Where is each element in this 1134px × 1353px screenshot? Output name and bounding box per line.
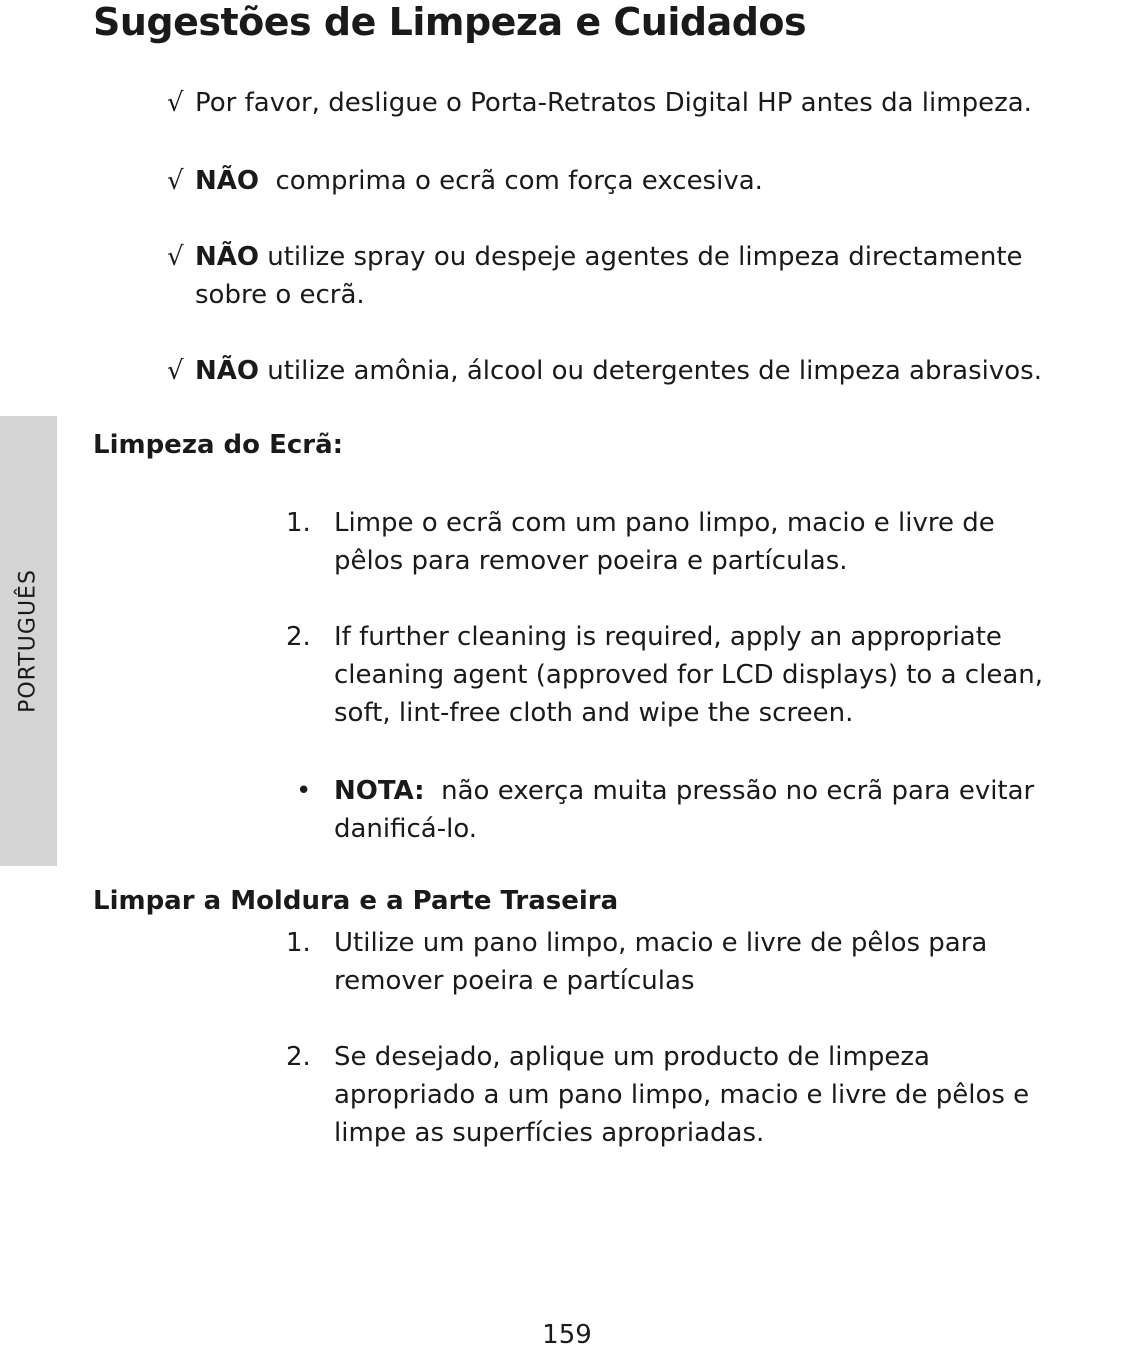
- tip-text: utilize amônia, álcool ou detergentes de limpeza abrasivos.: [267, 356, 1042, 386]
- check-mark-icon: √: [167, 88, 184, 118]
- note-text-continued: danificá-lo.: [334, 814, 478, 844]
- section-heading-screen-cleaning: Limpeza do Ecrã:: [93, 430, 344, 460]
- bullet-icon: •: [296, 776, 312, 806]
- language-side-tab-label: PORTUGUÊS: [15, 569, 41, 713]
- list-item: [286, 924, 1126, 1000]
- list-item: [286, 504, 1126, 580]
- tip-emphasis: NÃO: [195, 242, 259, 272]
- tip-item: [167, 84, 1127, 122]
- step-number: 1.: [286, 508, 311, 538]
- list-item: [286, 1038, 1126, 1152]
- step-text: apropriado a um pano limpo, macio e livre de pêlos e: [334, 1080, 1030, 1110]
- section-heading-frame-cleaning: Limpar a Moldura e a Parte Traseira: [93, 886, 619, 916]
- step-number: 1.: [286, 928, 311, 958]
- check-mark-icon: √: [167, 356, 184, 386]
- step-text: remover poeira e partículas: [334, 966, 695, 996]
- tip-text: Por favor, desligue o Porta-Retratos Digital HP antes da limpeza.: [195, 88, 1032, 118]
- tip-text: comprima o ecrã com força excesiva.: [275, 166, 763, 196]
- step-text: cleaning agent (approved for LCD displays) to a clean,: [334, 660, 1043, 690]
- tip-emphasis: NÃO: [195, 356, 259, 386]
- step-text: pêlos para remover poeira e partículas.: [334, 546, 848, 576]
- page-number: 159: [542, 1320, 592, 1350]
- step-text: soft, lint-free cloth and wipe the screen.: [334, 698, 854, 728]
- page-title: Sugestões de Limpeza e Cuidados: [93, 0, 807, 44]
- step-text: limpe as superfícies apropriadas.: [334, 1118, 765, 1148]
- tip-text-continued: sobre o ecrã.: [195, 280, 365, 310]
- tip-item: [167, 162, 1127, 200]
- check-mark-icon: √: [167, 166, 184, 196]
- tip-emphasis: NÃO: [195, 166, 259, 196]
- step-number: 2.: [286, 1042, 311, 1072]
- note-label: NOTA:: [334, 776, 425, 806]
- tip-item: [167, 238, 1127, 314]
- note-text: [334, 772, 1126, 810]
- tip-text: utilize spray ou despeje agentes de limpeza directamente: [267, 242, 1023, 272]
- step-text: Utilize um pano limpo, macio e livre de pêlos para: [334, 928, 988, 958]
- note-text-line: não exerça muita pressão no ecrã para evitar: [441, 776, 1035, 806]
- step-text: Se desejado, aplique um producto de limpeza: [334, 1042, 930, 1072]
- note-item: [286, 772, 1126, 848]
- step-text: If further cleaning is required, apply an appropriate: [334, 622, 1002, 652]
- step-number: 2.: [286, 622, 311, 652]
- check-mark-icon: √: [167, 242, 184, 272]
- tip-item: [167, 352, 1127, 390]
- list-item: [286, 618, 1126, 732]
- step-text: Limpe o ecrã com um pano limpo, macio e livre de: [334, 508, 995, 538]
